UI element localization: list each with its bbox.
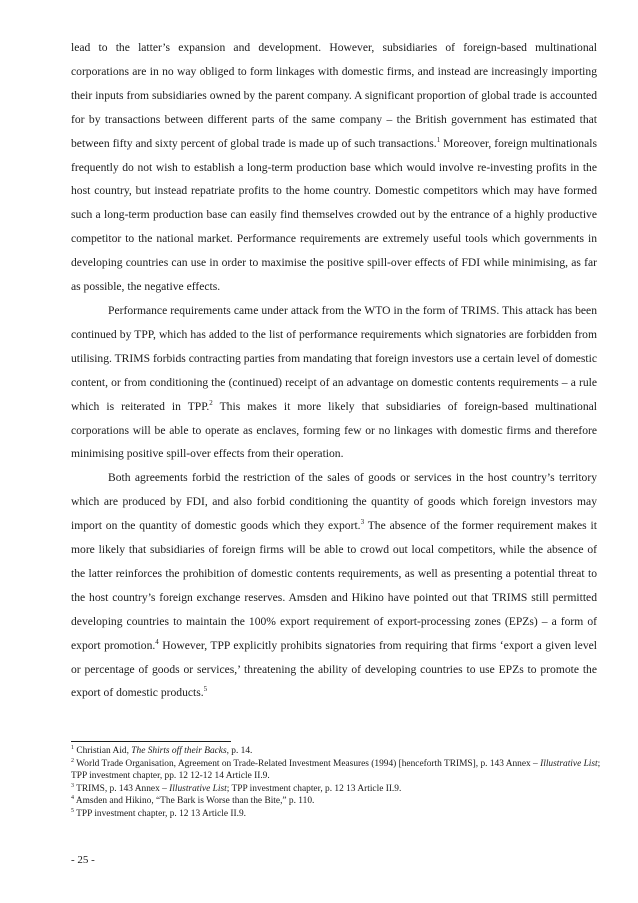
text-run: ; TPP investment chapter, pp. 12 12-12 14 Article II.9. [71, 758, 601, 782]
footnotes [71, 745, 601, 821]
text-run: This makes it more likely that subsidiaries of foreign-based multinational corporations will be able to operate as enclaves, forming few or no linkages with domestic firms and therefore minimising positive spill-over effects from their operation. [71, 399, 597, 461]
text-run: , p. 14. [226, 746, 253, 756]
text-run: However, TPP explicitly prohibits signatories from requiring that firms ‘export a given level or percentage of goods or services,’ threatening the ability of developing countries to use EPZs to promote the export of domestic products. [71, 638, 597, 700]
text-run: World Trade Organisation, Agreement on Trade-Related Investment Measures (1994) [henceforth TRIMS], p. 143 Annex – [74, 758, 541, 769]
text-run: Performance requirements came under attack from the WTO in the form of TRIMS. This attack has been continued by TPP, which has added to the list of performance requirements which signatories are forbidden from utilising. TRIMS forbids contracting parties from mandating that foreign investors use a certain level of domestic content, or from conditioning the (continued) receipt of an advantage on domestic contents requirements – a rule which is reiterated in TPP. [71, 303, 597, 413]
paragraph [71, 466, 597, 705]
italic-text: Illustrative List [169, 783, 227, 794]
footnote-number: 4 [71, 795, 74, 802]
italic-text: The Shirts off their Backs [131, 746, 227, 756]
paragraph [71, 299, 597, 466]
footnote-number: 3 [71, 782, 74, 789]
text-run: Moreover, foreign multinationals frequently do not wish to establish a long-term production base which would involve re-investing profits in the host country, but instead repatriate profits to the home country. Domestic competitors which may have formed such a long-term production base can easily find themselves crowded out by the entrance of a highly productive competitor to the national market. Performance requirements are extremely useful tools which governments in developing countries can use in order to maximise the positive spill-over effects of FDI while minimising, as far as possible, the negative effects. [71, 136, 597, 294]
text-run: The absence of the former requirement makes it more likely that subsidiaries of foreign firms will be able to crowd out local competitors, while the absence of the latter reinforces the prohibition of domestic contents requirements, as well as presenting a potential threat to the host country’s foreign exchange reserves. Amsden and Hikino have pointed out that TRIMS still permitted developing countries to maintain the 100% export requirement of export-processing zones (EPZs) – a form of export promotion. [71, 519, 597, 652]
paragraph [71, 36, 597, 299]
text-run: lead to the latter’s expansion and development. However, subsidiaries of foreign-based multinational corporations are in no way obliged to form linkages with domestic firms, and instead are increasingly importing their inputs from subsidiaries owned by the parent company. A significant proportion of global trade is accounted for by transactions between different parts of the same company – the British government has estimated that between fifty and sixty percent of global trade is made up of such transactions. [71, 41, 597, 150]
italic-text: Illustrative List [540, 758, 598, 769]
text-run: TRIMS, p. 143 Annex – [74, 783, 170, 794]
footnote-number: 1 [71, 744, 74, 751]
footnote [71, 795, 601, 808]
footnote-reference: 3 [360, 518, 365, 527]
footnote [71, 783, 601, 796]
footnote-reference: 2 [209, 398, 213, 407]
page-number: - 25 - [71, 854, 95, 866]
text-run: TPP investment chapter, p. 12 13 Article II.9. [74, 808, 246, 819]
footnote-number: 2 [71, 757, 74, 764]
footnote [71, 758, 601, 783]
footnote [71, 745, 601, 758]
footnote-separator [71, 741, 231, 742]
footnote-number: 5 [71, 807, 74, 814]
text-run: Both agreements forbid the restriction of the sales of goods or services in the host country’s territory which are produced by FDI, and also forbid conditioning the quantity of goods which foreign investors may import on the quantity of domestic goods which they export. [71, 471, 597, 533]
body-text [71, 36, 597, 705]
footnote-reference: 4 [155, 637, 159, 646]
text-run: Christian Aid, [74, 746, 132, 756]
text-run: Amsden and Hikino, “The Bark is Worse than the Bite,” p. 110. [74, 796, 315, 807]
text-run: ; TPP investment chapter, p. 12 13 Article II.9. [226, 783, 402, 794]
footnote-reference: 5 [203, 685, 208, 694]
footnote-reference: 1 [436, 135, 441, 144]
footnote [71, 808, 601, 821]
